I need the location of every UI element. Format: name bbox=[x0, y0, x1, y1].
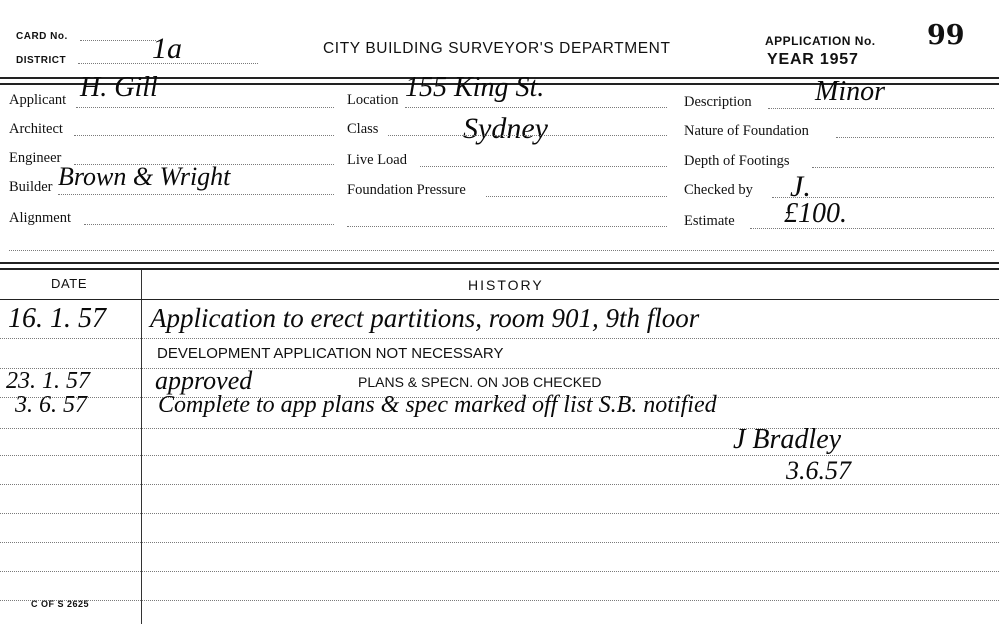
history-entry-text: Application to erect partitions, room 901, 9th floor bbox=[150, 303, 700, 333]
history-top-rule bbox=[0, 262, 999, 264]
signature: J Bradley bbox=[733, 424, 842, 455]
class-line bbox=[388, 135, 667, 136]
history-row-line bbox=[0, 338, 999, 339]
history-row-line bbox=[0, 571, 999, 572]
nature-of-foundation-line bbox=[836, 137, 994, 138]
history-row-line bbox=[0, 542, 999, 543]
history-entry-stamp: PLANS & SPECN. ON JOB CHECKED bbox=[358, 374, 602, 390]
history-row-line bbox=[0, 600, 999, 601]
description-line bbox=[768, 108, 994, 109]
estimate-line bbox=[750, 228, 994, 229]
architect-label: Architect bbox=[9, 121, 63, 137]
alignment-label: Alignment bbox=[9, 210, 72, 226]
depth-of-footings-label: Depth of Footings bbox=[684, 153, 790, 169]
year-label: YEAR 1957 bbox=[767, 51, 859, 68]
class-label: Class bbox=[347, 121, 379, 137]
card-no-line bbox=[80, 40, 156, 41]
estimate-label: Estimate bbox=[684, 213, 735, 229]
builder-value: Brown & Wright bbox=[58, 162, 231, 191]
history-entry-date: 3. 6. 57 bbox=[15, 392, 87, 418]
history-row-line bbox=[0, 428, 999, 429]
live-load-line bbox=[420, 166, 667, 167]
location-line bbox=[405, 107, 667, 108]
application-no-label: APPLICATION No. bbox=[765, 34, 876, 48]
middle-blank-line bbox=[347, 226, 667, 227]
checked-by-label: Checked by bbox=[684, 182, 753, 198]
description-value: Minor bbox=[815, 76, 885, 107]
form-code: C OF S 2625 bbox=[31, 599, 90, 609]
foundation-pressure-line bbox=[486, 196, 667, 197]
estimate-value: £100. bbox=[784, 198, 847, 229]
signature-date: 3.6.57 bbox=[786, 456, 851, 485]
history-header-rule bbox=[0, 299, 999, 300]
department-title: CITY BUILDING SURVEYOR'S DEPARTMENT bbox=[323, 40, 671, 57]
location-value: 155 King St. bbox=[405, 72, 545, 103]
architect-line bbox=[74, 135, 334, 136]
history-column-header: HISTORY bbox=[468, 277, 544, 293]
checked-by-value: J. bbox=[790, 170, 811, 203]
description-label: Description bbox=[684, 94, 752, 110]
nature-of-foundation-label: Nature of Foundation bbox=[684, 123, 809, 139]
builder-line bbox=[58, 194, 334, 195]
depth-of-footings-line bbox=[812, 167, 994, 168]
history-entry-date: 23. 1. 57 bbox=[6, 368, 90, 394]
applicant-value: H. Gill bbox=[80, 72, 158, 103]
district-label: DISTRICT bbox=[16, 55, 67, 66]
engineer-label: Engineer bbox=[9, 150, 62, 166]
district-value: 1a bbox=[152, 32, 182, 65]
location-label: Location bbox=[347, 92, 399, 108]
history-row-line bbox=[0, 368, 999, 369]
history-entry-stamp: DEVELOPMENT APPLICATION NOT NECESSARY bbox=[157, 345, 504, 362]
history-entry-text: approved bbox=[155, 366, 253, 395]
application-no-value: 99 bbox=[927, 20, 965, 51]
fields-bottom-line bbox=[9, 250, 994, 251]
card-no-label: CARD No. bbox=[16, 31, 68, 42]
applicant-label: Applicant bbox=[9, 92, 67, 108]
foundation-pressure-label: Foundation Pressure bbox=[347, 182, 466, 198]
history-entry-date: 16. 1. 57 bbox=[8, 303, 106, 334]
builder-label: Builder bbox=[9, 179, 53, 195]
history-top-rule-double bbox=[0, 268, 999, 270]
alignment-line bbox=[84, 224, 334, 225]
class-value: Sydney bbox=[463, 112, 548, 145]
history-row-line bbox=[0, 513, 999, 514]
date-column-header: DATE bbox=[51, 276, 88, 291]
applicant-line bbox=[76, 107, 334, 108]
history-entry-text: Complete to app plans & spec marked off list S.B. notified bbox=[158, 392, 717, 418]
live-load-label: Live Load bbox=[347, 152, 407, 168]
